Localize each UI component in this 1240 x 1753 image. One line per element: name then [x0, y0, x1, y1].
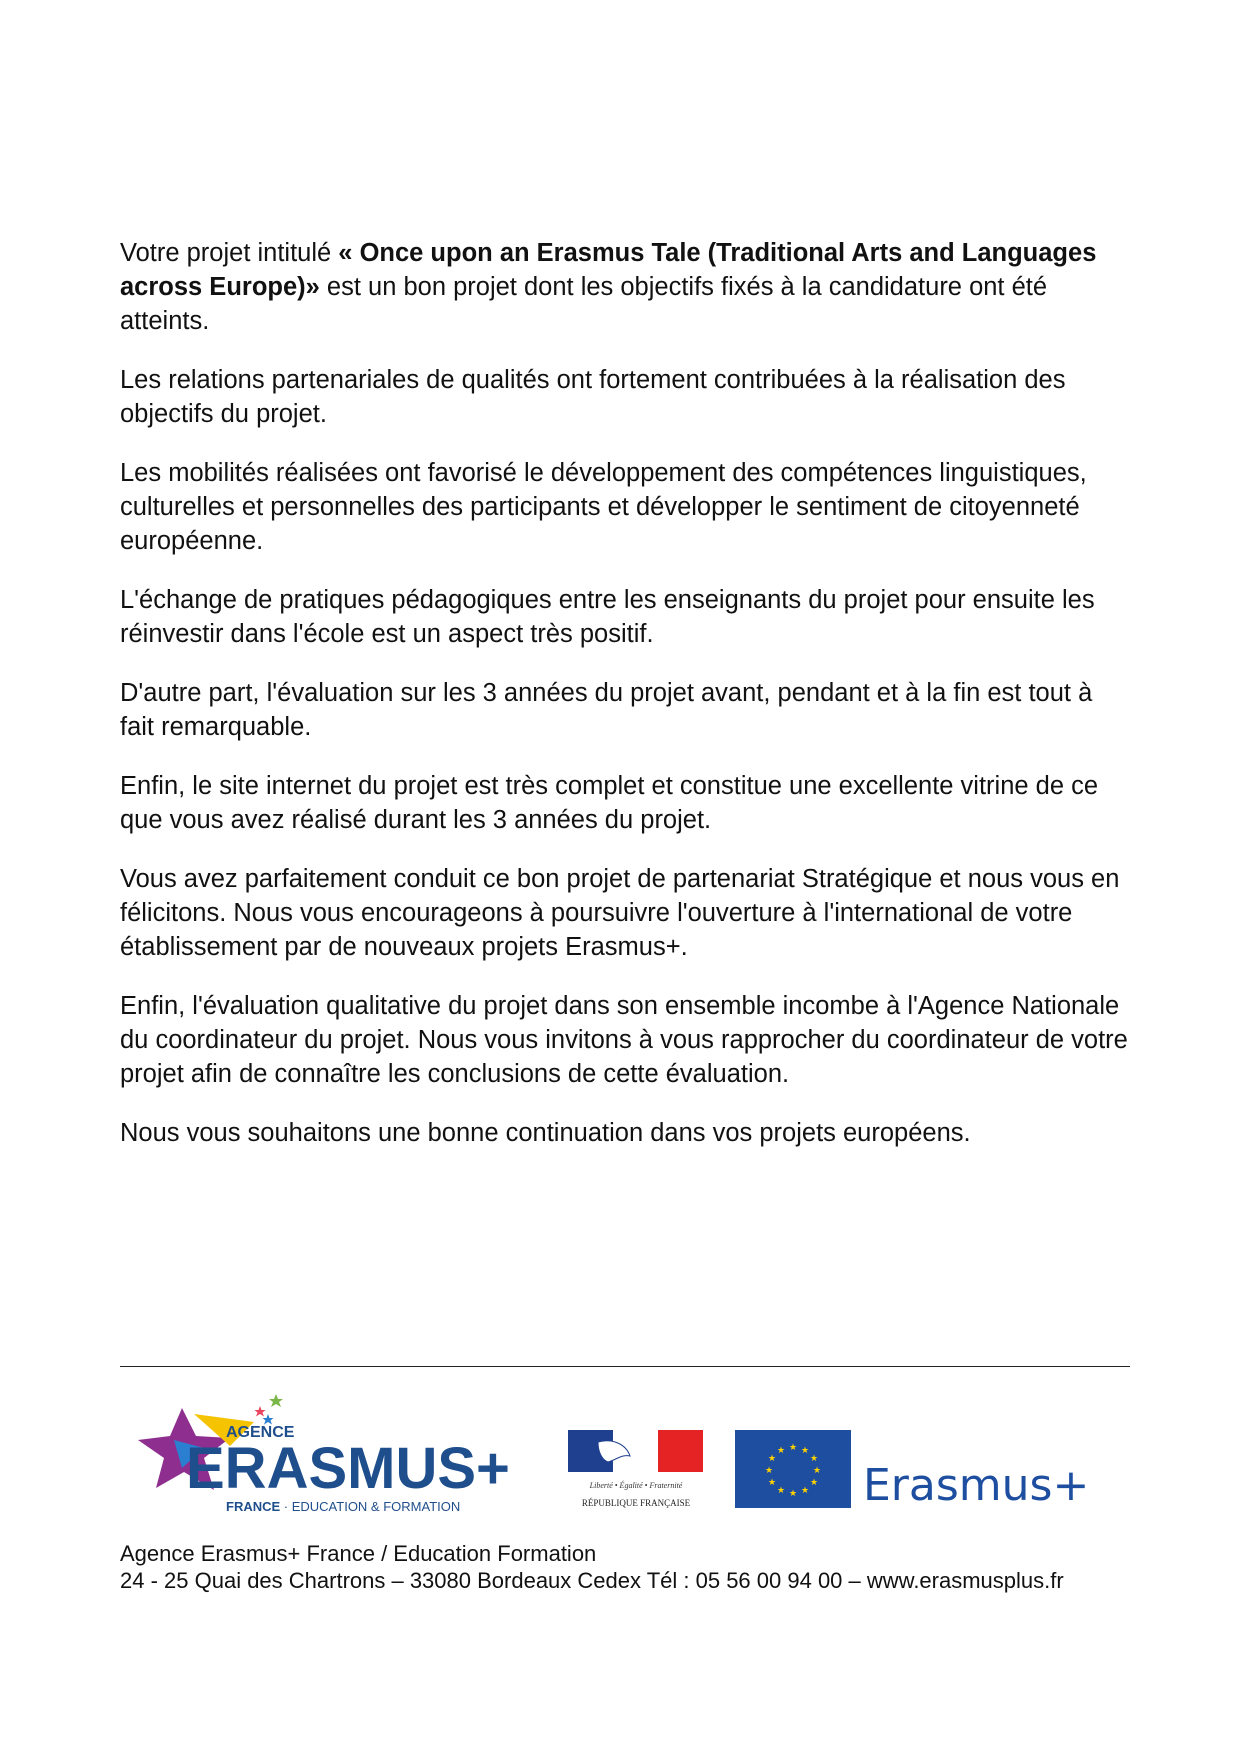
svg-text:★: ★ — [767, 1454, 777, 1464]
republique-francaise-logo — [568, 1430, 704, 1530]
republique-name: RÉPUBLIQUE FRANÇAISE — [581, 1498, 691, 1508]
paragraph-partnerships: Les relations partenariales de qualités ont fortement contribuées à la réalisation des objectifs du projet. — [120, 366, 1066, 428]
paragraph-pedagogy: L'échange de pratiques pédagogiques entre les enseignants du projet pour ensuite les réinvestir dans l'école est un aspect très positif. — [120, 586, 1095, 648]
paragraph-evaluation: D'autre part, l'évaluation sur les 3 années du projet avant, pendant et à la fin est tout à fait remarquable. — [120, 679, 1093, 741]
republique-motto: Liberté • Égalité • Fraternité — [589, 1481, 683, 1490]
agence-label: AGENCE — [226, 1424, 295, 1441]
agence-tagline-rest: · EDUCATION & FORMATION — [280, 1499, 461, 1514]
letter-body — [120, 236, 1130, 1175]
svg-text:★: ★ — [800, 1446, 810, 1456]
svg-text:★: ★ — [767, 1478, 777, 1488]
svg-text:★: ★ — [812, 1466, 822, 1476]
agence-tagline — [226, 1499, 460, 1514]
paragraph-closing: Nous vous souhaitons une bonne continuation dans vos projets européens. — [120, 1119, 971, 1147]
paragraph-qualitative-evaluation: Enfin, l'évaluation qualitative du projet dans son ensemble incombe à l'Agence Nationale du coordinateur du projet. Nous vous invitons à vous rapprocher du coordinateur de votre projet afin de connaître les conclusions de cette évaluation. — [120, 992, 1128, 1088]
eu-erasmus-logo — [735, 1430, 1135, 1514]
svg-text:★: ★ — [764, 1466, 774, 1476]
svg-text:★: ★ — [809, 1478, 819, 1488]
confetti-star-icon — [263, 1414, 274, 1425]
agence-tagline-country: FRANCE — [226, 1499, 281, 1514]
footer-divider — [120, 1366, 1130, 1367]
project-title: « Once upon an Erasmus Tale (Traditional Arts and Languages across Europe)» — [120, 239, 1097, 301]
paragraph-website: Enfin, le site internet du projet est très complet et constitue une excellente vitrine de ce que vous avez réalisé durant les 3 années du projet. — [120, 772, 1099, 834]
intro-rest: est un bon projet dont les objectifs fixés à la candidature ont été atteints. — [120, 273, 1048, 335]
svg-text:★: ★ — [776, 1486, 786, 1496]
footer-agency-name: Agence Erasmus+ France / Education Formation — [120, 1541, 597, 1566]
paragraph-congratulations: Vous avez parfaitement conduit ce bon projet de partenariat Stratégique et nous vous en félicitons. Nous vous encourageons à poursuivre l'ouverture à l'international de votre établissement par de nouveaux projets Erasmus+. — [120, 865, 1120, 961]
logo-strip — [120, 1384, 1130, 1524]
agence-wordmark: ERASMUS+ — [186, 1436, 510, 1501]
paragraph-mobilities: Les mobilités réalisées ont favorisé le développement des compétences linguistiques, culturelles et personnelles des participants et développer le sentiment de citoyenneté européenne. — [120, 459, 1087, 555]
svg-text:★: ★ — [776, 1446, 786, 1456]
confetti-star-icon — [269, 1394, 283, 1407]
intro-text: Votre projet intitulé — [120, 239, 339, 267]
svg-text:★: ★ — [788, 1443, 798, 1453]
svg-text:★: ★ — [800, 1486, 810, 1496]
confetti-star-icon — [255, 1406, 266, 1417]
paragraph-project-title — [120, 236, 1130, 338]
svg-text:★: ★ — [809, 1454, 819, 1464]
svg-text:★: ★ — [788, 1489, 798, 1499]
footer-address — [120, 1540, 1130, 1594]
eu-erasmus-wordmark: Erasmus+ — [863, 1460, 1090, 1511]
footer-contact: 24 - 25 Quai des Chartrons – 33080 Bordeaux Cedex Tél : 05 56 00 94 00 – www.erasmusplus.fr — [120, 1568, 1064, 1593]
